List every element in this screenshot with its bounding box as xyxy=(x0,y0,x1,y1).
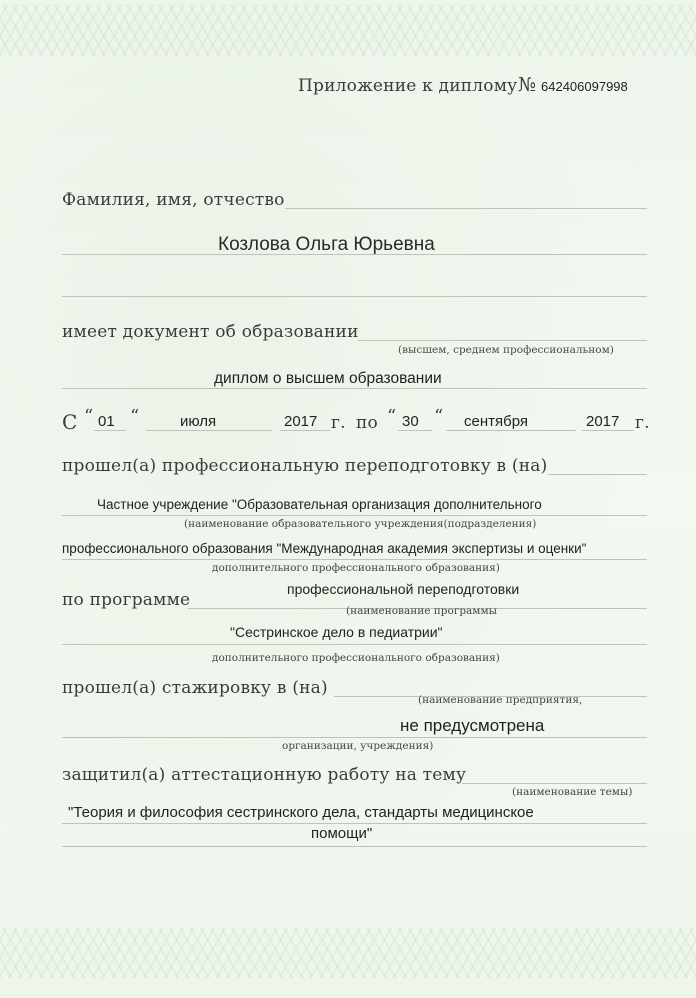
retraining-label: прошел(а) профессиональную переподготовку в (на) xyxy=(62,456,548,476)
program-value1: профессиональной переподготовки xyxy=(287,581,520,597)
period-start-close-quote: “ xyxy=(130,406,140,427)
period-start-day: 01 xyxy=(98,413,115,430)
retraining-org-line1: Частное учреждение "Образовательная организация дополнительного xyxy=(97,497,542,512)
thesis-line-3 xyxy=(62,846,647,847)
program-value2: "Сестринское дело в педиатрии" xyxy=(230,624,443,640)
program-label: по программе xyxy=(62,590,191,610)
education-line-2 xyxy=(62,388,647,389)
bottom-ornament xyxy=(0,928,696,978)
period-to-label: по xyxy=(356,413,378,433)
retraining-org-line2: профессионального образования "Международная академия экспертизы и оценки" xyxy=(62,541,587,556)
period-end-year-suffix: г. xyxy=(635,413,650,433)
thesis-hint: (наименование темы) xyxy=(512,786,633,798)
thesis-value2: помощи" xyxy=(311,825,373,842)
period-end-day-line xyxy=(398,430,432,431)
header-number: 642406097998 xyxy=(541,79,628,94)
internship-line-2 xyxy=(62,737,647,738)
fio-line-3 xyxy=(62,296,647,297)
period-end-month: сентября xyxy=(464,413,529,430)
fio-value: Козлова Ольга Юрьевна xyxy=(218,234,435,255)
retraining-org-hint2: дополнительного профессионального образования) xyxy=(212,562,500,574)
retraining-line-3 xyxy=(62,559,647,560)
thesis-line-1 xyxy=(462,783,647,784)
thesis-line-2 xyxy=(62,823,647,824)
program-hint1: (наименование программы xyxy=(346,605,497,617)
period-start-year-suffix: г. xyxy=(331,413,346,433)
header-label: Приложение к диплому xyxy=(298,76,518,96)
program-hint2: дополнительного профессионального образования) xyxy=(212,652,500,664)
header-number-sign: № xyxy=(518,74,537,96)
thesis-value1: "Теория и философия сестринского дела, стандарты медицинское xyxy=(68,804,534,821)
period-end-month-line xyxy=(446,430,576,431)
education-label: имеет документ об образовании xyxy=(62,322,359,342)
period-start-year: 2017 xyxy=(284,413,318,430)
education-line-1 xyxy=(358,340,647,341)
period-start-day-line xyxy=(94,430,126,431)
period-end-close-quote: “ xyxy=(434,406,444,427)
fio-line-2 xyxy=(62,254,647,255)
retraining-org-hint1: (наименование образовательного учреждения(подразделения) xyxy=(184,518,537,530)
period-end-day: 30 xyxy=(402,413,419,430)
period-end-year: 2017 xyxy=(586,413,620,430)
period-start-year-line xyxy=(280,430,330,431)
period-end-year-line xyxy=(582,430,634,431)
period-start-month: июля xyxy=(180,413,217,430)
period-start-month-line xyxy=(146,430,272,431)
retraining-line-1 xyxy=(548,474,647,475)
thesis-label: защитил(а) аттестационную работу на тему xyxy=(62,765,467,785)
education-value: диплом о высшем образовании xyxy=(214,370,442,387)
internship-hint1: (наименование предприятия, xyxy=(418,694,583,706)
fio-label: Фамилия, имя, отчество xyxy=(62,190,285,210)
education-hint: (высшем, среднем профессиональном) xyxy=(398,344,614,356)
internship-hint2: организации, учреждения) xyxy=(282,740,434,752)
period-open-quote: “ xyxy=(84,406,94,427)
program-line-2 xyxy=(62,644,647,645)
retraining-line-2 xyxy=(62,515,647,516)
fio-line-1 xyxy=(285,208,647,209)
period-prefix: С xyxy=(62,410,78,434)
top-ornament xyxy=(0,4,696,56)
internship-label: прошел(а) стажировку в (на) xyxy=(62,678,328,698)
internship-value: не предусмотрена xyxy=(400,716,545,735)
period-end-open-quote: “ xyxy=(387,406,397,427)
